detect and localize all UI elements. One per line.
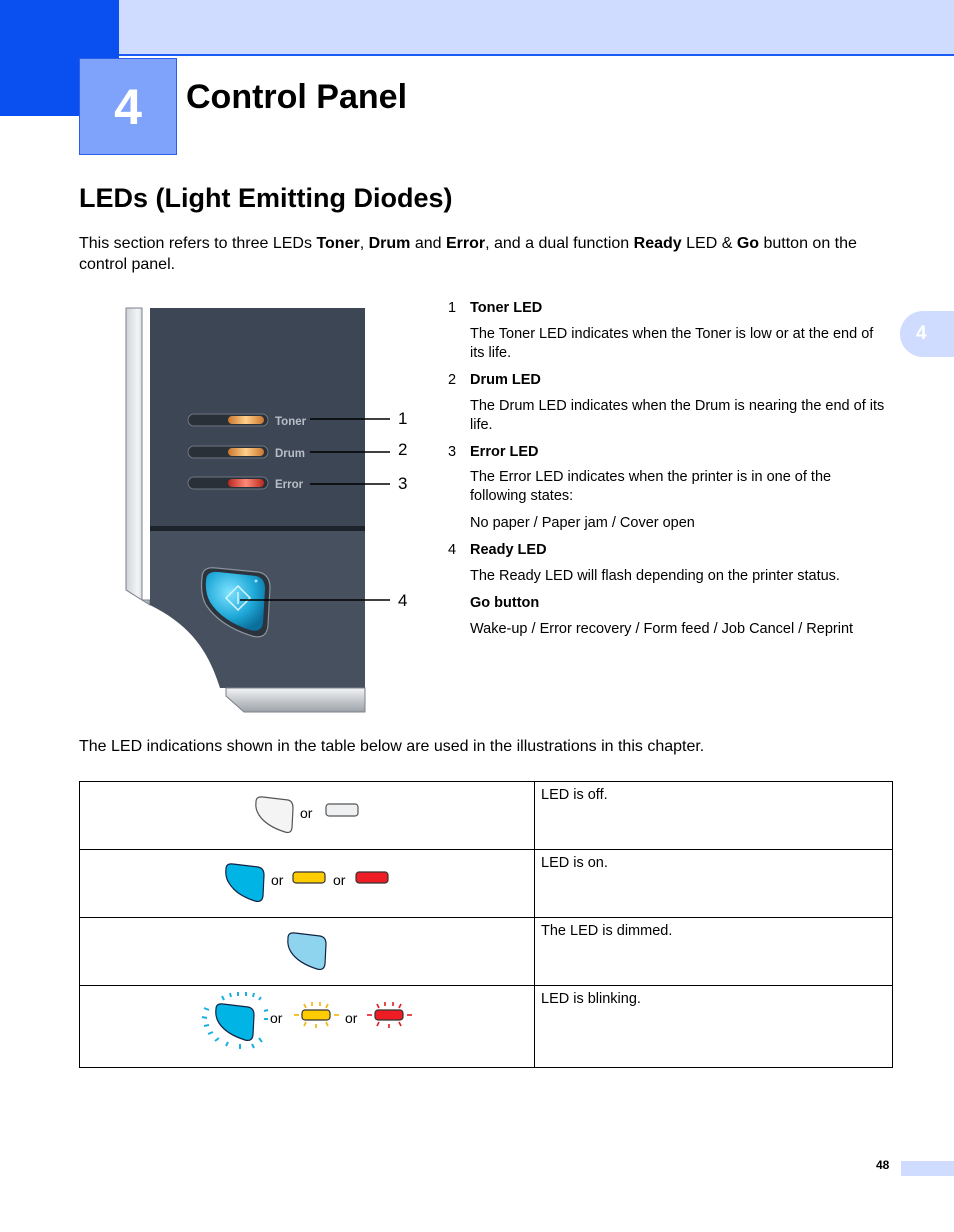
led-blinking-yellow-icon	[302, 1010, 330, 1020]
led-off-button-icon	[256, 797, 293, 833]
led-dimmed-button-icon	[288, 933, 326, 970]
callout-2: 2	[398, 440, 408, 459]
svg-text:or: or	[333, 872, 346, 888]
table-caption: The LED indications shown in the table below are used in the illustrations in this chapter.	[79, 738, 705, 755]
chapter-number: 4	[79, 58, 177, 155]
led-on-button-icon	[226, 864, 264, 902]
svg-text:or: or	[300, 805, 313, 821]
led-off-desc: LED is off.	[535, 782, 893, 850]
section-title: LEDs (Light Emitting Diodes)	[79, 183, 453, 213]
led-on-yellow-icon	[293, 872, 325, 883]
led-indication-table	[79, 781, 893, 1068]
drum-led	[188, 446, 268, 458]
control-panel-illustration	[120, 300, 420, 720]
footer-bar	[901, 1161, 954, 1176]
error-led	[188, 477, 268, 489]
led-on-icons	[80, 850, 535, 918]
intro-paragraph: This section refers to three LEDs Toner, Drum and Error, and a dual function Ready LED & Go button on the control panel.	[79, 235, 857, 273]
side-tab: 4	[900, 311, 954, 357]
panel-label-error: Error	[275, 479, 304, 491]
callout-3: 3	[398, 474, 408, 493]
table-row	[80, 986, 893, 1068]
header-band	[119, 0, 954, 56]
chapter-title: Control Panel	[186, 78, 408, 116]
svg-text:or: or	[345, 1010, 358, 1026]
table-row	[80, 918, 893, 986]
panel-label-drum: Drum	[275, 448, 306, 460]
led-off-slot-icon	[326, 804, 358, 816]
toner-led	[188, 414, 268, 426]
led-dimmed-icons	[80, 918, 535, 986]
page-number: 48	[876, 1158, 890, 1172]
svg-text:or: or	[270, 1010, 283, 1026]
led-blinking-desc: LED is blinking.	[535, 986, 893, 1068]
table-row	[80, 850, 893, 918]
led-blinking-icons	[80, 986, 535, 1068]
panel-label-toner: Toner	[275, 416, 307, 428]
led-blinking-button-icon	[216, 1004, 254, 1041]
callout-1: 1	[398, 409, 408, 428]
led-on-red-icon	[356, 872, 388, 883]
table-row	[80, 782, 893, 850]
callout-4: 4	[398, 591, 408, 610]
led-off-icons	[80, 782, 535, 850]
led-blinking-red-icon	[375, 1010, 403, 1020]
led-dimmed-desc: The LED is dimmed.	[535, 918, 893, 986]
led-on-desc: LED is on.	[535, 850, 893, 918]
svg-text:or: or	[271, 872, 284, 888]
